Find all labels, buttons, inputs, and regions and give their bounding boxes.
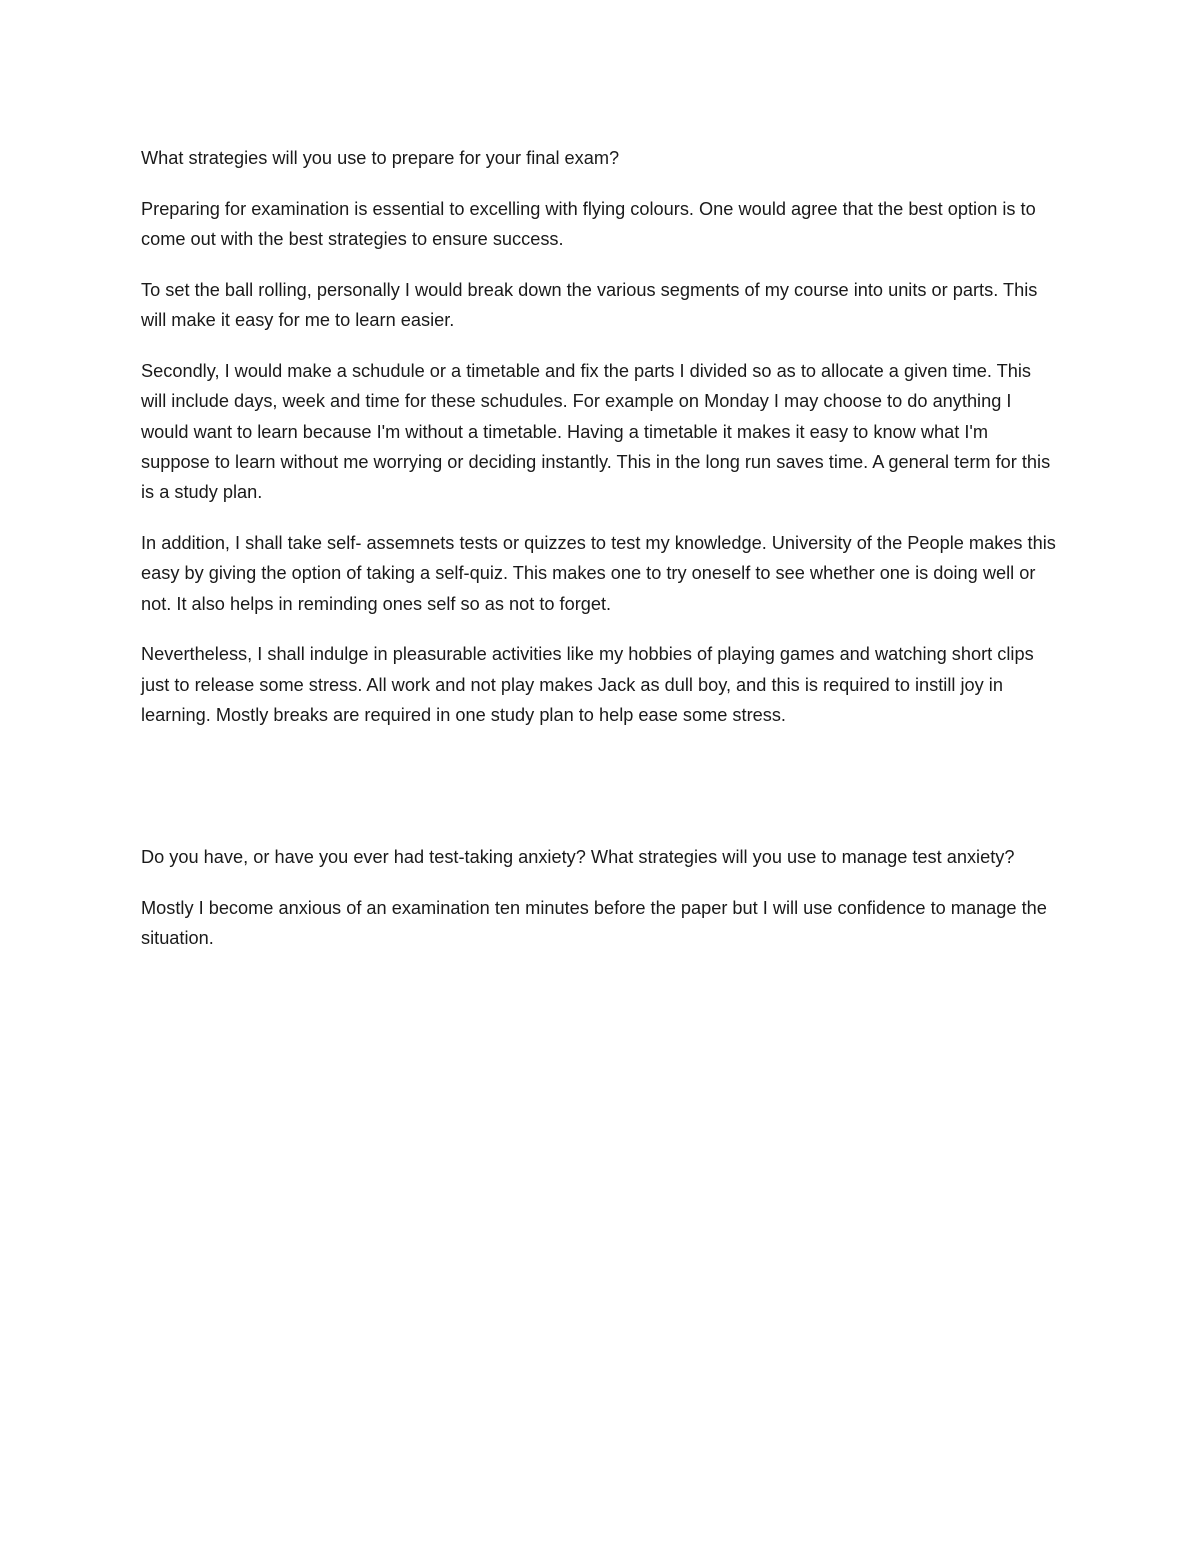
document-body [141,143,1061,974]
answer-paragraph: Mostly I become anxious of an examination ten minutes before the paper but I will use confidence to manage the situation. [141,897,1047,948]
question-heading: What strategies will you use to prepare for your final exam? [141,148,620,168]
answer-paragraph: In addition, I shall take self- assemnets tests or quizzes to test my knowledge. University of the People makes this easy by giving the option of taking a self-quiz. This makes one to try oneself to see whether one is doing well or not. It also helps in reminding ones self so as not to forget. [141,532,1056,614]
answer-paragraph: Nevertheless, I shall indulge in pleasurable activities like my hobbies of playing games and watching short clips just to release some stress. All work and not play makes Jack as dull boy, and this is required to instill joy in learning. Mostly breaks are required in one study plan to help ease some stress. [141,644,1034,725]
answer-paragraph: Secondly, I would make a schudule or a timetable and fix the parts I divided so as to allocate a given time. This will include days, week and time for these schudules. For example on Monday I may choose to do anything I would want to learn because I'm without a timetable. Having a timetable it makes it easy to know what I'm suppose to learn without me worrying or deciding instantly. This in the long run saves time. A general term for this is a study plan. [141,360,1051,503]
blank-space [141,751,1061,842]
answer-paragraph: Preparing for examination is essential to excelling with flying colours. One would agree that the best option is to come out with the best strategies to ensure success. [141,198,1036,250]
answer-paragraph: To set the ball rolling, personally I would break down the various segments of my course into units or parts. This will make it easy for me to learn easier. [141,279,1038,331]
question-heading: Do you have, or have you ever had test-taking anxiety? What strategies will you use to manage test anxiety? [141,846,1015,867]
